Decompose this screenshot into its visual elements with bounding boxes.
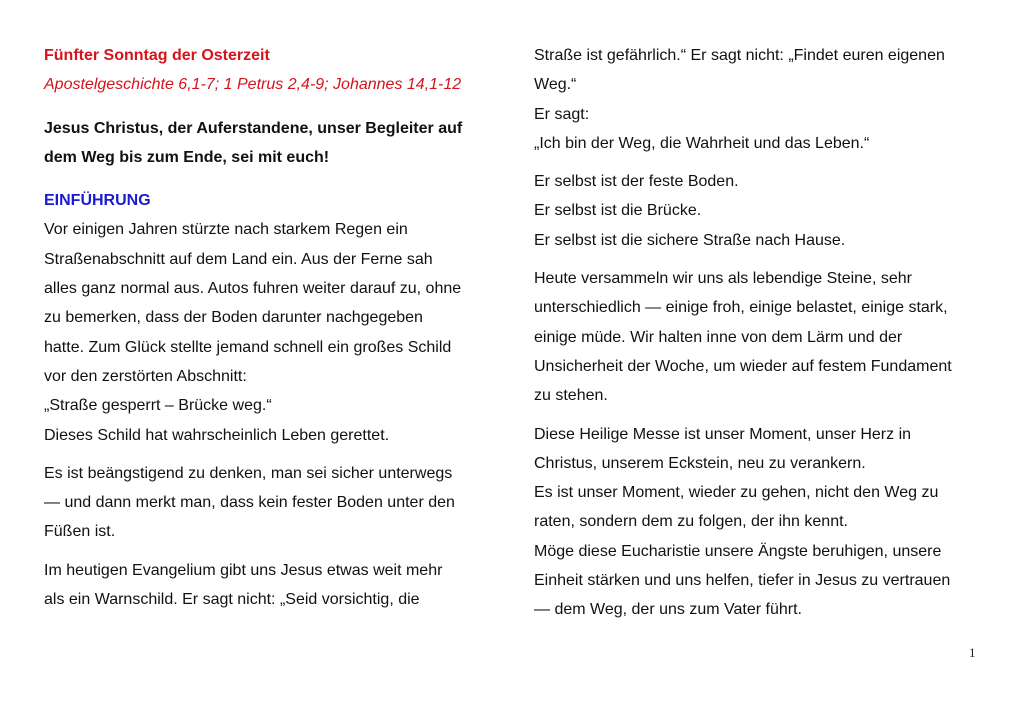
- text-line: vor den zerstörten Abschnitt:: [44, 367, 247, 385]
- document-title: Fünfter Sonntag der Osterzeit: [44, 47, 270, 64]
- text-line: Straße ist gefährlich.“ Er sagt nicht: „Findet euren eigenen: [534, 47, 945, 64]
- scripture-readings: Apostelgeschichte 6,1-7; 1 Petrus 2,4-9; Johannes 14,1-12: [44, 76, 462, 94]
- text-line: zu stehen.: [534, 387, 608, 405]
- text-line: Dieses Schild hat wahrscheinlich Leben gerettet.: [44, 426, 390, 444]
- text-line: Füßen ist.: [44, 523, 116, 541]
- paragraph: [44, 215, 504, 449]
- paragraph: [534, 167, 994, 255]
- text-line: als ein Warnschild. Er sagt nicht: „Seid vorsichtig, die: [44, 591, 420, 609]
- text-line: Im heutigen Evangelium gibt uns Jesus etwas weit mehr: [44, 561, 443, 579]
- section-heading-introduction: EINFÜHRUNG: [44, 192, 151, 210]
- text-line: Er selbst ist der feste Boden.: [534, 173, 739, 191]
- greeting-line: Jesus Christus, der Auferstandene, unser Begleiter auf: [44, 119, 463, 137]
- text-line: Unsicherheit der Woche, um wieder auf festem Fundament: [534, 357, 952, 375]
- text-line: Es ist unser Moment, wieder zu gehen, nicht den Weg zu: [534, 484, 939, 502]
- paragraph: [534, 420, 994, 625]
- text-line: Diese Heilige Messe ist unser Moment, unser Herz in: [534, 425, 912, 443]
- text-line: zu bemerken, dass der Boden darunter nachgegeben: [44, 309, 423, 327]
- spacer: [44, 100, 504, 114]
- text-line: Er sagt:: [534, 105, 590, 123]
- paragraph: [44, 459, 504, 547]
- left-column: [44, 41, 504, 614]
- spacer: [44, 547, 504, 556]
- text-line: hatte. Zum Glück stellte jemand schnell ein großes Schild: [44, 338, 452, 356]
- text-line: Straßenabschnitt auf dem Land ein. Aus der Ferne sah: [44, 250, 433, 268]
- text-line: Weg.“: [534, 76, 577, 94]
- paragraph: [534, 41, 994, 158]
- page-number: 1: [969, 645, 976, 660]
- text-line: — und dann merkt man, dass kein fester Boden unter den: [44, 494, 455, 512]
- greeting: [44, 114, 504, 173]
- text-line: — dem Weg, der uns zum Vater führt.: [534, 601, 802, 619]
- text-line: Er selbst ist die sichere Straße nach Hause.: [534, 231, 846, 249]
- text-line: einige müde. Wir halten inne von dem Lärm und der: [534, 328, 903, 346]
- right-column: [534, 41, 994, 625]
- spacer: [534, 255, 994, 264]
- paragraph: [44, 556, 504, 615]
- spacer: [44, 172, 504, 186]
- text-line: „Straße gesperrt – Brücke weg.“: [44, 397, 272, 415]
- text-line: Möge diese Eucharistie unsere Ängste beruhigen, unsere: [534, 542, 942, 560]
- text-line: Es ist beängstigend zu denken, man sei sicher unterwegs: [44, 464, 453, 482]
- spacer: [44, 450, 504, 459]
- spacer: [534, 411, 994, 420]
- text-line: Einheit stärken und uns helfen, tiefer in Jesus zu vertrauen: [534, 572, 951, 590]
- text-line: Heute versammeln wir uns als lebendige Steine, sehr: [534, 270, 912, 288]
- greeting-line: dem Weg bis zum Ende, sei mit euch!: [44, 148, 330, 166]
- paragraph: [534, 264, 994, 410]
- text-line: Christus, unserem Eckstein, neu zu verankern.: [534, 454, 866, 472]
- text-line: Er selbst ist die Brücke.: [534, 202, 702, 220]
- text-line: unterschiedlich — einige froh, einige belastet, einige stark,: [534, 299, 948, 317]
- text-line: „Ich bin der Weg, die Wahrheit und das Leben.“: [534, 134, 870, 152]
- spacer: [534, 158, 994, 167]
- text-line: alles ganz normal aus. Autos fuhren weiter darauf zu, ohne: [44, 280, 462, 298]
- text-line: raten, sondern dem zu folgen, der ihn kennt.: [534, 513, 848, 531]
- text-line: Vor einigen Jahren stürzte nach starkem Regen ein: [44, 221, 408, 239]
